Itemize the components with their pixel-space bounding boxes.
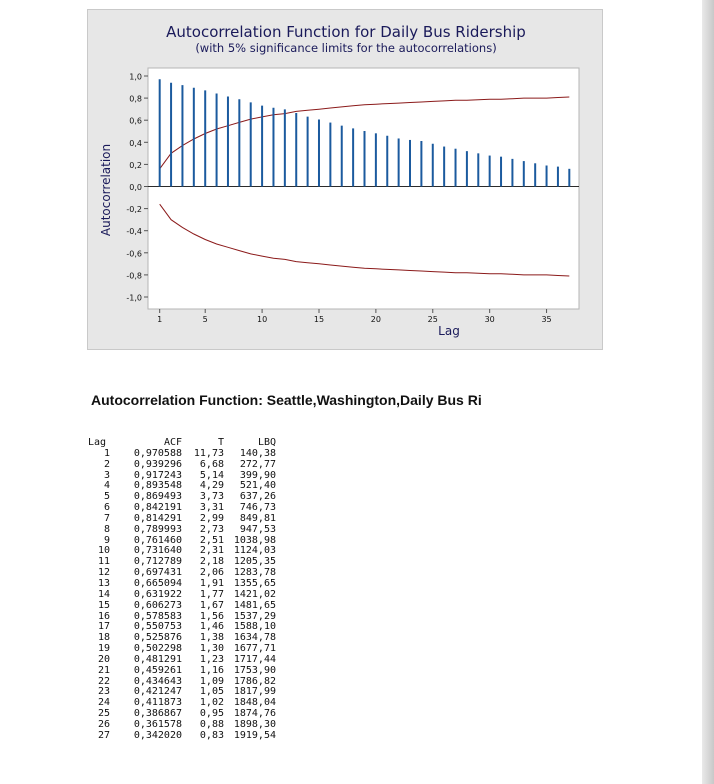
cell-lbq: 1717,44 (233, 653, 276, 665)
cell-t: 2,51 (199, 534, 224, 546)
cell-t: 2,73 (199, 523, 224, 535)
cell-t: 1,09 (199, 675, 224, 687)
x-tick-label: 15 (313, 315, 325, 324)
cell-lbq: 1677,71 (233, 643, 276, 655)
cell-lbq: 1588,10 (233, 621, 276, 633)
cell-lbq: 1537,29 (233, 610, 276, 622)
col-header-lag: Lag (88, 437, 107, 448)
cell-lag: 15 (97, 599, 110, 611)
cell-lag: 22 (97, 675, 110, 687)
x-tick-label: 1 (157, 315, 163, 324)
cell-lag: 21 (97, 664, 110, 676)
y-tick-label: -0,8 (126, 271, 142, 281)
cell-t: 1,77 (199, 588, 224, 600)
cell-t: 0,83 (199, 729, 224, 741)
col-header-t: T (217, 437, 224, 448)
x-tick-label: 25 (427, 315, 438, 324)
cell-lbq: 399,90 (239, 469, 276, 481)
cell-acf: 0,814291 (133, 512, 182, 524)
cell-t: 0,95 (199, 708, 224, 720)
col-header-acf: ACF (163, 437, 182, 448)
cell-lag: 20 (97, 653, 110, 665)
cell-t: 1,91 (199, 577, 224, 589)
cell-acf: 0,761460 (133, 534, 182, 546)
cell-t: 1,23 (199, 653, 224, 665)
cell-lbq: 1817,99 (233, 686, 276, 698)
x-tick-label: 20 (370, 315, 381, 324)
cell-t: 1,38 (199, 632, 224, 644)
table-row (88, 601, 276, 612)
cell-t: 5,14 (199, 469, 224, 481)
cell-lag: 23 (97, 686, 110, 698)
cell-lbq: 1283,78 (233, 567, 276, 579)
acf-table (88, 438, 276, 742)
table-row (88, 460, 276, 471)
cell-t: 1,02 (199, 697, 224, 709)
cell-lbq: 1481,65 (233, 599, 276, 611)
cell-lag: 4 (103, 480, 110, 492)
cell-lag: 11 (97, 556, 110, 568)
x-tick-label: 30 (484, 315, 495, 324)
cell-lag: 5 (103, 491, 110, 503)
cell-lag: 2 (103, 458, 110, 470)
cell-acf: 0,578583 (133, 610, 182, 622)
cell-t: 3,73 (199, 491, 224, 503)
x-axis-label: Lag (438, 324, 460, 338)
cell-lbq: 947,53 (239, 523, 276, 535)
table-row (88, 525, 276, 536)
cell-t: 1,46 (199, 621, 224, 633)
cell-t: 1,67 (199, 599, 224, 611)
cell-acf: 0,712789 (133, 556, 182, 568)
y-tick-label: 0,0 (129, 183, 142, 192)
x-tick-label: 5 (202, 315, 208, 324)
cell-lag: 8 (103, 523, 110, 535)
cell-lbq: 1421,02 (233, 588, 276, 600)
cell-lag: 7 (103, 512, 110, 524)
cell-acf: 0,421247 (133, 686, 182, 698)
cell-t: 2,18 (199, 556, 224, 568)
y-tick-label: 0,4 (129, 138, 142, 148)
cell-lbq: 1205,35 (233, 556, 276, 568)
cell-t: 2,99 (199, 512, 224, 524)
cell-acf: 0,917243 (133, 469, 182, 481)
cell-acf: 0,342020 (133, 729, 182, 741)
cell-lbq: 1038,98 (233, 534, 276, 546)
cell-lag: 24 (97, 697, 110, 709)
cell-lbq: 521,40 (239, 480, 276, 492)
cell-lbq: 1753,90 (233, 664, 276, 676)
cell-t: 4,29 (199, 480, 224, 492)
cell-t: 11,73 (193, 447, 224, 459)
cell-lag: 17 (97, 621, 110, 633)
cell-acf: 0,789993 (133, 523, 182, 535)
cell-lag: 26 (97, 718, 110, 730)
cell-lbq: 1898,30 (233, 718, 276, 730)
cell-acf: 0,525876 (133, 632, 182, 644)
cell-acf: 0,411873 (133, 697, 182, 709)
cell-t: 1,56 (199, 610, 224, 622)
y-tick-label: -0,2 (126, 205, 142, 215)
cell-lag: 12 (97, 567, 110, 579)
cell-lag: 10 (97, 545, 110, 557)
col-header-lbq: LBQ (257, 437, 276, 448)
y-tick-label: -0,4 (126, 227, 142, 237)
cell-lbq: 849,81 (239, 512, 276, 524)
cell-acf: 0,893548 (133, 480, 182, 492)
cell-lbq: 1124,03 (233, 545, 276, 557)
acf-plot (88, 10, 604, 351)
cell-lag: 14 (97, 588, 110, 600)
cell-lag: 13 (97, 577, 110, 589)
table-row (88, 666, 276, 677)
cell-acf: 0,631922 (133, 588, 182, 600)
cell-lbq: 1786,82 (233, 675, 276, 687)
cell-lag: 1 (103, 447, 110, 459)
cell-t: 1,05 (199, 686, 224, 698)
cell-acf: 0,550753 (133, 621, 182, 633)
cell-acf: 0,386867 (133, 708, 182, 720)
cell-lbq: 1355,65 (233, 577, 276, 589)
cell-acf: 0,502298 (133, 643, 182, 655)
cell-lbq: 140,38 (239, 447, 276, 459)
cell-acf: 0,606273 (133, 599, 182, 611)
chart-subtitle: (with 5% significance limits for the autocorrelations) (195, 41, 497, 55)
cell-acf: 0,459261 (133, 664, 182, 676)
y-tick-label: -0,6 (126, 249, 142, 259)
y-axis-label: Autocorrelation (99, 143, 113, 237)
x-tick-label: 10 (257, 315, 268, 324)
cell-t: 1,16 (199, 664, 224, 676)
cell-acf: 0,970588 (133, 447, 182, 459)
cell-lbq: 1848,04 (233, 697, 276, 709)
cell-acf: 0,939296 (133, 458, 182, 470)
cell-lag: 9 (103, 534, 110, 546)
y-tick-label: -1,0 (126, 293, 142, 303)
y-tick-label: 0,2 (129, 160, 142, 170)
cell-acf: 0,481291 (133, 653, 182, 665)
cell-lag: 18 (97, 632, 110, 644)
plot-area (148, 68, 579, 309)
cell-t: 6,68 (199, 458, 224, 470)
y-tick-label: 0,8 (129, 94, 142, 104)
table-row (88, 731, 276, 742)
cell-acf: 0,665094 (133, 577, 182, 589)
cell-acf: 0,731640 (133, 545, 182, 557)
cell-acf: 0,434643 (133, 675, 182, 687)
cell-acf: 0,697431 (133, 567, 182, 579)
cell-lag: 16 (97, 610, 110, 622)
cell-acf: 0,361578 (133, 718, 182, 730)
cell-t: 2,31 (199, 545, 224, 557)
cell-t: 3,31 (199, 502, 224, 514)
x-tick-label: 35 (541, 315, 552, 324)
cell-lag: 25 (97, 708, 110, 720)
cell-acf: 0,869493 (133, 491, 182, 503)
cell-t: 2,06 (199, 567, 224, 579)
chart-title: Autocorrelation Function for Daily Bus Ridership (166, 23, 526, 41)
cell-lbq: 272,77 (239, 458, 276, 470)
cell-lag: 19 (97, 643, 110, 655)
section-title: Autocorrelation Function: Seattle,Washington,Daily Bus Ri (91, 392, 482, 408)
cell-lbq: 637,26 (239, 491, 276, 503)
acf-chart-panel (87, 9, 603, 350)
cell-lbq: 746,73 (239, 502, 276, 514)
window-edge (702, 0, 714, 784)
cell-lag: 27 (97, 729, 110, 741)
cell-lag: 6 (103, 502, 110, 514)
y-tick-label: 1,0 (129, 72, 142, 82)
cell-lbq: 1874,76 (233, 708, 276, 720)
cell-lag: 3 (103, 469, 110, 481)
cell-lbq: 1634,78 (233, 632, 276, 644)
cell-acf: 0,842191 (133, 502, 182, 514)
cell-lbq: 1919,54 (233, 729, 276, 741)
y-tick-label: 0,6 (129, 116, 142, 126)
cell-t: 1,30 (199, 643, 224, 655)
cell-t: 0,88 (199, 718, 224, 730)
